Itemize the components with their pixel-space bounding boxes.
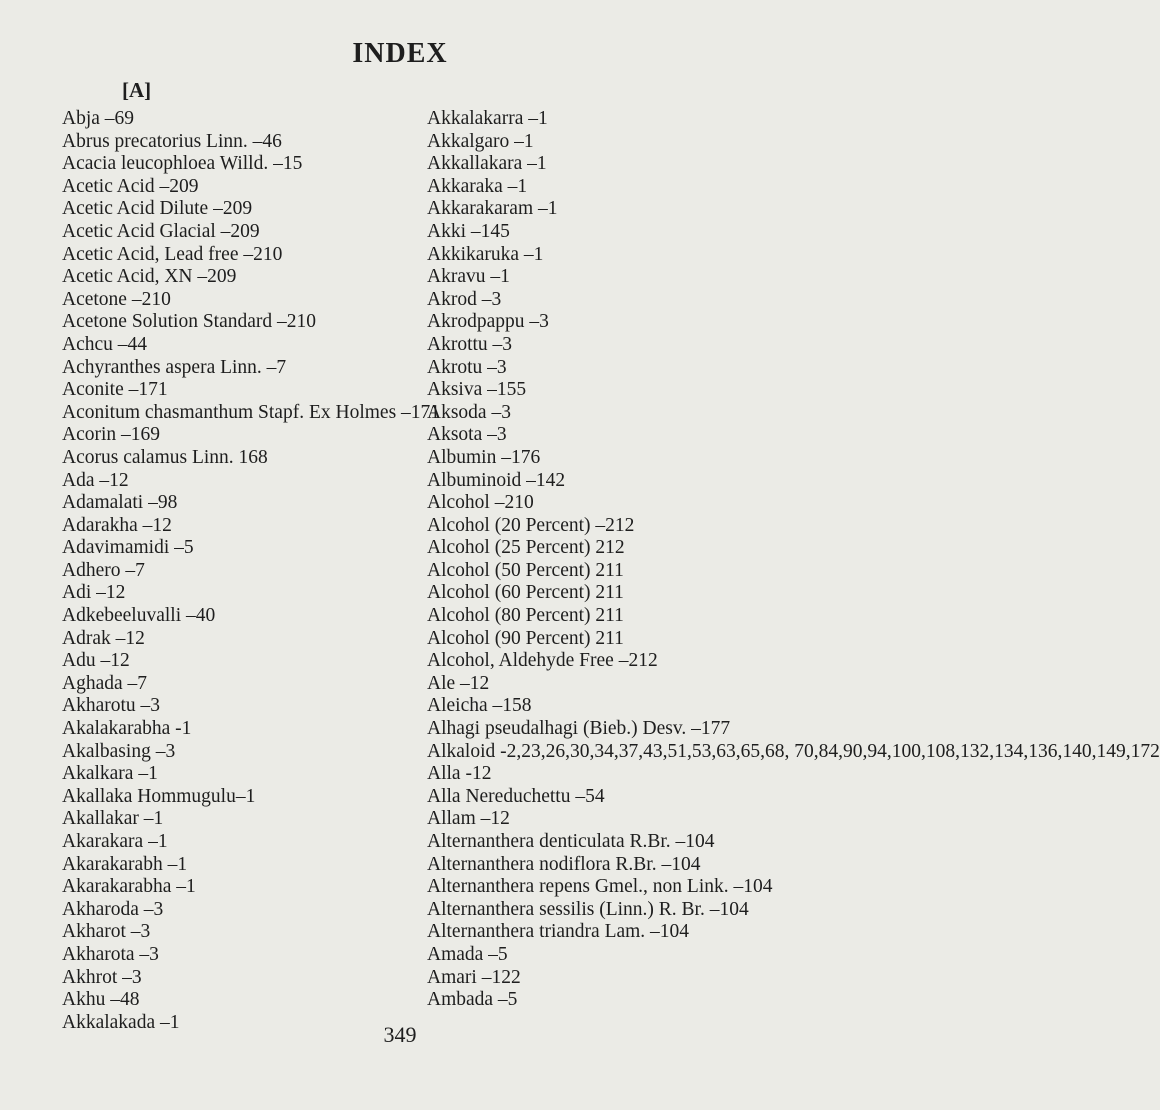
index-entry: Acetic Acid, XN –209 [62, 266, 237, 288]
index-entry: Amada –5 [427, 943, 508, 965]
index-entry: Alternanthera repens Gmel., non Link. –104 [427, 876, 773, 898]
index-entry: Acetone –210 [62, 288, 171, 310]
index-entry: Ale –12 [427, 672, 490, 694]
index-entry: Akravu –1 [427, 266, 510, 288]
index-entry: Acetic Acid –209 [62, 175, 199, 197]
index-entry: Albumin –176 [427, 446, 541, 468]
index-entry: Akarakarabha –1 [62, 876, 196, 898]
index-entry: Acetic Acid Glacial –209 [62, 220, 260, 242]
index-entry: Aconite –171 [62, 379, 168, 401]
index-entry: Akarakara –1 [62, 831, 168, 852]
index-entry: Akarakarabh –1 [62, 853, 188, 875]
index-entry: Alternanthera nodiflora R.Br. –104 [427, 853, 701, 875]
index-entry: Abja –69 [62, 108, 135, 129]
index-entry: Akrod –3 [427, 288, 502, 310]
page-title: INDEX [352, 38, 448, 69]
index-entry: Alcohol (20 Percent) –212 [427, 514, 635, 536]
index-entry: Akkaraka –1 [427, 175, 528, 197]
index-entry: Akkikaruka –1 [427, 243, 544, 265]
index-entry: Acorin –169 [62, 424, 161, 446]
index-entry: Adrak –12 [62, 627, 145, 649]
index-entry: Alcohol (80 Percent) 211 [427, 605, 624, 627]
index-entry: Acetone Solution Standard –210 [62, 311, 317, 333]
index-entry: Akalbasing –3 [62, 740, 176, 762]
index-entry: Aksoda –3 [427, 401, 511, 423]
index-entry: Alla -12 [427, 763, 492, 785]
index-entry: Alcohol (50 Percent) 211 [427, 559, 624, 581]
index-entry: Abrus precatorius Linn. –46 [62, 130, 282, 152]
index-entry: Acetic Acid Dilute –209 [62, 198, 253, 220]
index-entry: Adu –12 [62, 650, 130, 672]
index-entry: Akalakarabha -1 [62, 718, 192, 740]
index-column-left [62, 108, 441, 1034]
index-entry: Alcohol, Aldehyde Free –212 [427, 650, 658, 672]
index-entry: Akkalgaro –1 [427, 130, 534, 152]
index-entry: Aksiva –155 [427, 379, 527, 401]
index-entry: Akhrot –3 [62, 966, 142, 988]
section-heading: [A] [122, 78, 152, 102]
index-entry: Amari –122 [427, 966, 521, 988]
index-entry: Alla Nereduchettu –54 [427, 785, 605, 807]
index-entry: Acetic Acid, Lead free –210 [62, 243, 283, 265]
index-entry: Achyranthes aspera Linn. –7 [62, 356, 287, 378]
index-entry: Ambada –5 [427, 989, 518, 1011]
index-entry: Akkarakaram –1 [427, 198, 558, 220]
index-entry: Aconitum chasmanthum Stapf. Ex Holmes –171 [62, 401, 441, 423]
index-entry: Alcohol (90 Percent) 211 [427, 627, 624, 649]
index-entry: Akallakar –1 [62, 808, 164, 830]
index-column-right [427, 108, 1160, 1012]
index-entry: Aleicha –158 [427, 695, 532, 717]
index-entry: Akharoda –3 [62, 898, 164, 920]
index-entry: Adarakha –12 [62, 514, 172, 536]
index-entry: Alkaloid -2,23,26,30,34,37,43,51,53,63,65,68, 70,84,90,94,100,108,132,134,136,140,149,172 [427, 740, 1160, 762]
index-entry: Albuminoid –142 [427, 469, 566, 491]
index-entry: Akkalakada –1 [62, 1011, 180, 1033]
index-entry: Acorus calamus Linn. 168 [62, 446, 268, 468]
index-entry: Alcohol (60 Percent) 211 [427, 582, 624, 604]
index-entry: Alcohol (25 Percent) 212 [427, 537, 625, 559]
index-entry: Akallaka Hommugulu–1 [62, 785, 256, 807]
index-entry: Akharot –3 [62, 921, 151, 943]
index-entry: Alternanthera sessilis (Linn.) R. Br. –104 [427, 898, 749, 920]
index-entry: Adhero –7 [62, 559, 145, 581]
index-entry: Akalkara –1 [62, 763, 158, 785]
index-entry: Akharotu –3 [62, 695, 161, 717]
index-entry: Adamalati –98 [62, 492, 178, 514]
index-entry: Adi –12 [62, 582, 126, 604]
index-entry: Akki –145 [427, 220, 510, 242]
index-entry: Alhagi pseudalhagi (Bieb.) Desv. –177 [427, 718, 731, 740]
index-entry: Akrotu –3 [427, 356, 507, 378]
index-entry: Alternanthera denticulata R.Br. –104 [427, 831, 715, 852]
index-entry: Akkalakarra –1 [427, 108, 548, 129]
index-entry: Adkebeeluvalli –40 [62, 605, 216, 627]
index-entry: Akrodpappu –3 [427, 311, 549, 333]
index-entry: Akkallakara –1 [427, 153, 547, 175]
index-entry: Aksota –3 [427, 424, 507, 446]
index-entry: Alternanthera triandra Lam. –104 [427, 921, 690, 943]
index-entry: Allam –12 [427, 808, 510, 830]
page-number: 349 [383, 1022, 417, 1047]
index-entry: Ada –12 [62, 469, 129, 491]
index-entry: Alcohol –210 [427, 492, 534, 514]
index-entry: Aghada –7 [62, 672, 148, 694]
index-entry: Akrottu –3 [427, 333, 513, 355]
index-entry: Akharota –3 [62, 943, 159, 965]
index-entry: Achcu –44 [62, 333, 148, 355]
index-entry: Acacia leucophloea Willd. –15 [62, 153, 303, 175]
index-entry: Adavimamidi –5 [62, 537, 194, 559]
index-entry: Akhu –48 [62, 989, 140, 1011]
